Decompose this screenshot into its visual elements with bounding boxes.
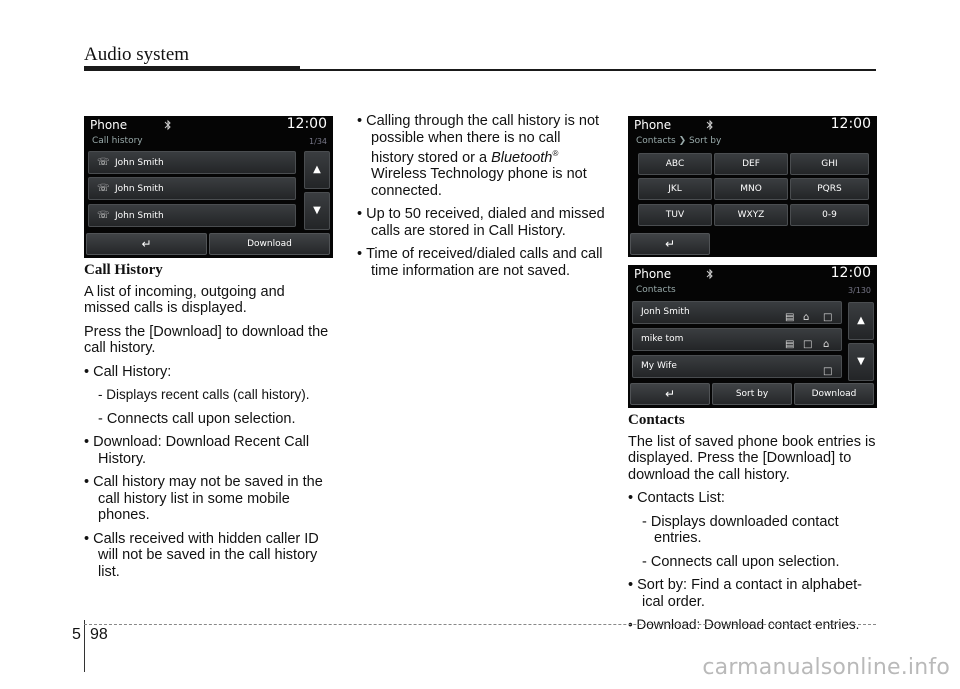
screen-title: Phone xyxy=(634,118,672,132)
registered-mark: ® xyxy=(552,149,559,158)
page-header-title: Audio system xyxy=(84,44,190,65)
screen-clock: 12:00 xyxy=(830,265,871,281)
paragraph: A list of incoming, outgoing and missed calls is displayed. xyxy=(84,283,285,316)
watermark: carmanualsonline.info xyxy=(702,655,950,680)
home-icon: ⌂ xyxy=(803,312,810,323)
text-fragment: Calling through the call history is not possible when there is no call history stored or a xyxy=(366,113,600,166)
office-icon: □ xyxy=(803,339,813,350)
download-button[interactable]: Download xyxy=(794,383,874,405)
bullet-item: • Up to 50 received, dialed and missed calls are stored in Call History. xyxy=(357,206,606,239)
contact-name: My Wife xyxy=(641,361,677,371)
download-button[interactable]: Download xyxy=(209,233,330,255)
call-history-row[interactable] xyxy=(88,151,296,174)
sub-item: - Connects call upon selection. xyxy=(84,411,334,428)
left-column xyxy=(84,262,334,587)
back-button[interactable]: ↵ xyxy=(630,233,710,255)
sort-key-tuv[interactable]: TUV xyxy=(638,204,712,226)
page-number: 98 xyxy=(90,626,108,643)
sub-item: - Displays recent calls (call history). xyxy=(84,387,334,404)
call-history-screen xyxy=(84,116,333,258)
phone-icon: ☏ xyxy=(97,183,110,194)
right-column xyxy=(628,412,878,641)
contacts-heading: Contacts xyxy=(628,412,685,428)
header-rule-thin xyxy=(300,69,876,71)
contact-name: John Smith xyxy=(115,211,164,221)
page-counter: 3/130 xyxy=(847,286,871,295)
contact-name: John Smith xyxy=(115,184,164,194)
home-icon: ⌂ xyxy=(823,339,830,350)
sub-item: - Connects call upon selection. xyxy=(628,554,878,571)
call-history-row[interactable] xyxy=(88,204,296,227)
phone-icon: ☏ xyxy=(97,157,110,168)
sort-by-button[interactable]: Sort by xyxy=(712,383,792,405)
bluetooth-icon xyxy=(706,268,714,280)
sort-key-def[interactable]: DEF xyxy=(714,153,788,175)
scroll-up-button[interactable]: ▲ xyxy=(848,302,874,340)
bullet-item: • Call history may not be saved in the call history list in some mobile phones. xyxy=(84,474,334,524)
contact-row[interactable] xyxy=(632,355,842,378)
bullet-item: • Calls received with hidden caller ID will not be saved in the call history list. xyxy=(84,531,334,581)
screen-title: Phone xyxy=(634,267,672,281)
brand-name: Bluetooth xyxy=(491,149,553,166)
bullet-item: • Sort by: Find a contact in alphabet-ical order. xyxy=(628,577,878,610)
contact-row[interactable] xyxy=(632,328,842,351)
screen-subtitle: Contacts xyxy=(636,285,676,295)
scroll-down-button[interactable]: ▼ xyxy=(304,192,330,230)
bullet-item: • Download: Download contact entries. xyxy=(628,617,878,634)
bullet-item: • Download: Download Recent Call History. xyxy=(84,434,334,467)
bluetooth-brand xyxy=(491,150,558,166)
sort-by-screen xyxy=(628,116,877,257)
office-icon: □ xyxy=(823,366,833,377)
screen-subtitle: Call history xyxy=(92,136,143,146)
sort-key-abc[interactable]: ABC xyxy=(638,153,712,175)
phone-icon: ☏ xyxy=(97,210,110,221)
mobile-icon: ▤ xyxy=(785,312,795,323)
bullet-item: • Time of received/dialed calls and call time information are not saved. xyxy=(357,246,606,279)
bullet-item: • Contacts List: xyxy=(628,490,878,507)
call-history-heading: Call History xyxy=(84,262,163,278)
bluetooth-icon xyxy=(706,119,714,131)
middle-column xyxy=(357,113,606,286)
page-counter: 1/34 xyxy=(309,137,327,146)
paragraph: Press the [Download] to download the call history. xyxy=(84,323,329,356)
screen-title: Phone xyxy=(90,118,128,132)
scroll-up-button[interactable]: ▲ xyxy=(304,151,330,189)
bluetooth-icon xyxy=(164,119,172,131)
contact-name: John Smith xyxy=(115,158,164,168)
sort-key-pqrs[interactable]: PQRS xyxy=(790,178,869,200)
footer-rule xyxy=(84,624,876,625)
sort-key-ghi[interactable]: GHI xyxy=(790,153,869,175)
contact-name: mike tom xyxy=(641,334,684,344)
screen-clock: 12:00 xyxy=(286,116,327,132)
sort-key-jkl[interactable]: JKL xyxy=(638,178,712,200)
sort-key-wxyz[interactable]: WXYZ xyxy=(714,204,788,226)
sub-item: - Displays downloaded contact entries. xyxy=(628,514,878,547)
bullet-item: • Call History: xyxy=(84,364,334,381)
contact-name: Jonh Smith xyxy=(641,307,690,317)
sort-key-digits[interactable]: 0-9 xyxy=(790,204,869,226)
office-icon: □ xyxy=(823,312,833,323)
paragraph: The list of saved phone book entries is displayed. Press the [Download] to download the call history. xyxy=(628,433,876,483)
header-rule-thick xyxy=(84,66,300,71)
back-button[interactable]: ↵ xyxy=(630,383,710,405)
scroll-down-button[interactable]: ▼ xyxy=(848,343,874,381)
contact-row[interactable] xyxy=(632,301,842,324)
contacts-screen xyxy=(628,265,877,408)
screen-clock: 12:00 xyxy=(830,116,871,132)
breadcrumb: Contacts ❯ Sort by xyxy=(636,136,722,146)
section-number: 5 xyxy=(72,626,81,643)
mobile-icon: ▤ xyxy=(785,339,795,350)
bullet-item xyxy=(357,113,606,199)
call-history-row[interactable] xyxy=(88,177,296,200)
text-fragment: Wireless Technology phone is not connected. xyxy=(371,166,587,199)
back-button[interactable]: ↵ xyxy=(86,233,207,255)
footer-divider xyxy=(84,620,85,672)
sort-key-mno[interactable]: MNO xyxy=(714,178,788,200)
